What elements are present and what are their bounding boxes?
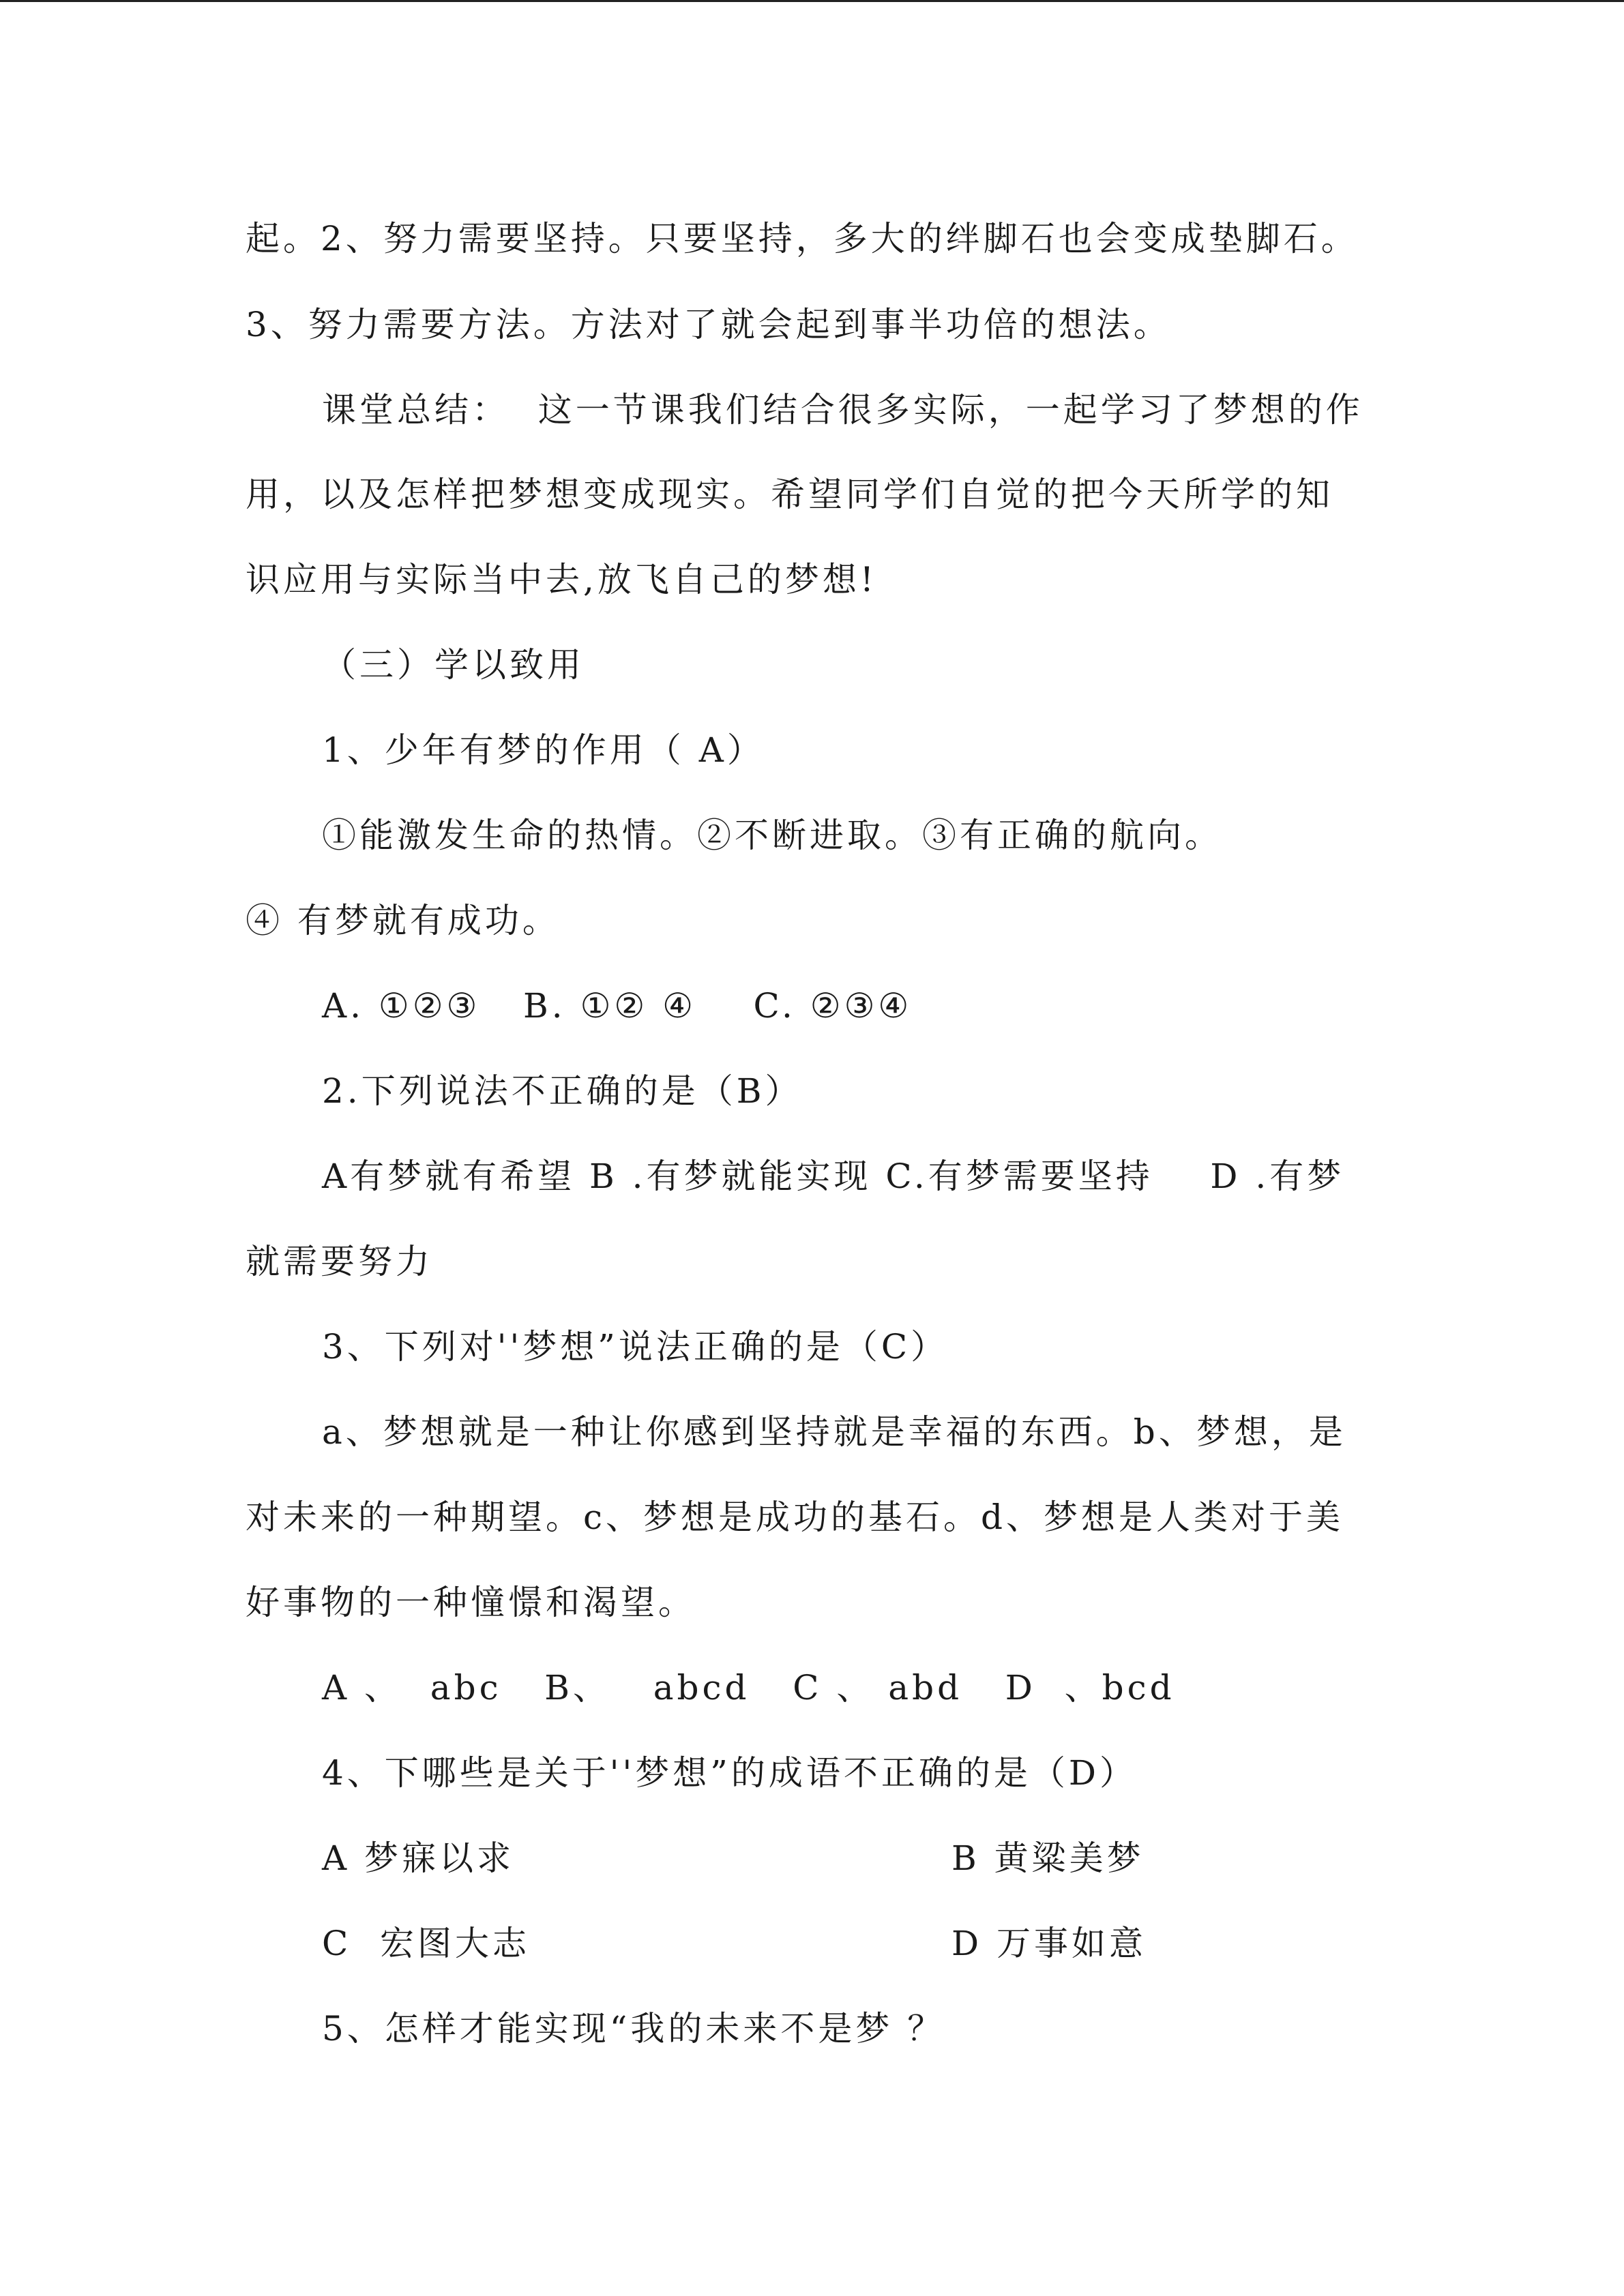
text-line: 起。2、努力需要坚持。只要坚持，多大的绊脚石也会变成垫脚石。 bbox=[246, 219, 1359, 258]
question-4-option-d: D 万事如意 bbox=[951, 1924, 1147, 1963]
text-line: 3、努力需要方法。方法对了就会起到事半功倍的想法。 bbox=[246, 305, 1171, 344]
question-3-options: A 、 abc B、 abcd C 、 abd D 、bcd bbox=[322, 1668, 1175, 1708]
question-4-option-b: B 黄粱美梦 bbox=[951, 1838, 1145, 1878]
question-1-statements-cont: ④ 有梦就有成功。 bbox=[246, 901, 560, 940]
question-3: 3、下列对''梦想”说法正确的是（C） bbox=[322, 1327, 949, 1367]
text-line: 用，以及怎样把梦想变成现实。希望同学们自觉的把今天所学的知 bbox=[246, 475, 1333, 514]
text-line: 识应用与实际当中去,放飞自己的梦想! bbox=[246, 560, 877, 599]
question-4: 4、下哪些是关于''梦想”的成语不正确的是（D） bbox=[322, 1753, 1137, 1793]
question-1-options: A. ①②③ B. ①② ④ C. ②③④ bbox=[322, 986, 913, 1026]
question-3-statements-cont: 对未来的一种期望。c、梦想是成功的基石。d、梦想是人类对于美 bbox=[246, 1497, 1344, 1537]
question-4-option-a: A 梦寐以求 bbox=[322, 1838, 515, 1878]
question-2: 2.下列说法不正确的是（B） bbox=[322, 1071, 803, 1111]
question-2-options: A有梦就有希望 B .有梦就能实现 C.有梦需要坚持 D .有梦 bbox=[322, 1157, 1345, 1196]
question-1: 1、少年有梦的作用（ A） bbox=[322, 730, 765, 770]
question-4-option-c: C 宏图大志 bbox=[322, 1924, 531, 1963]
question-2-options-cont: 就需要努力 bbox=[246, 1242, 433, 1281]
section-heading: （三）学以致用 bbox=[322, 645, 585, 685]
question-1-statements: ①能激发生命的热情。②不断进取。③有正确的航向。 bbox=[322, 816, 1222, 855]
question-3-statements-cont: 好事物的一种憧憬和渴望。 bbox=[246, 1583, 696, 1622]
class-summary-line: 课堂总结： 这一节课我们结合很多实际，一起学习了梦想的作 bbox=[322, 390, 1363, 430]
question-5: 5、怎样才能实现“我的未来不是梦 ？ bbox=[322, 2009, 945, 2048]
question-3-statements: a、梦想就是一种让你感到坚持就是幸福的东西。b、梦想，是 bbox=[322, 1412, 1346, 1452]
